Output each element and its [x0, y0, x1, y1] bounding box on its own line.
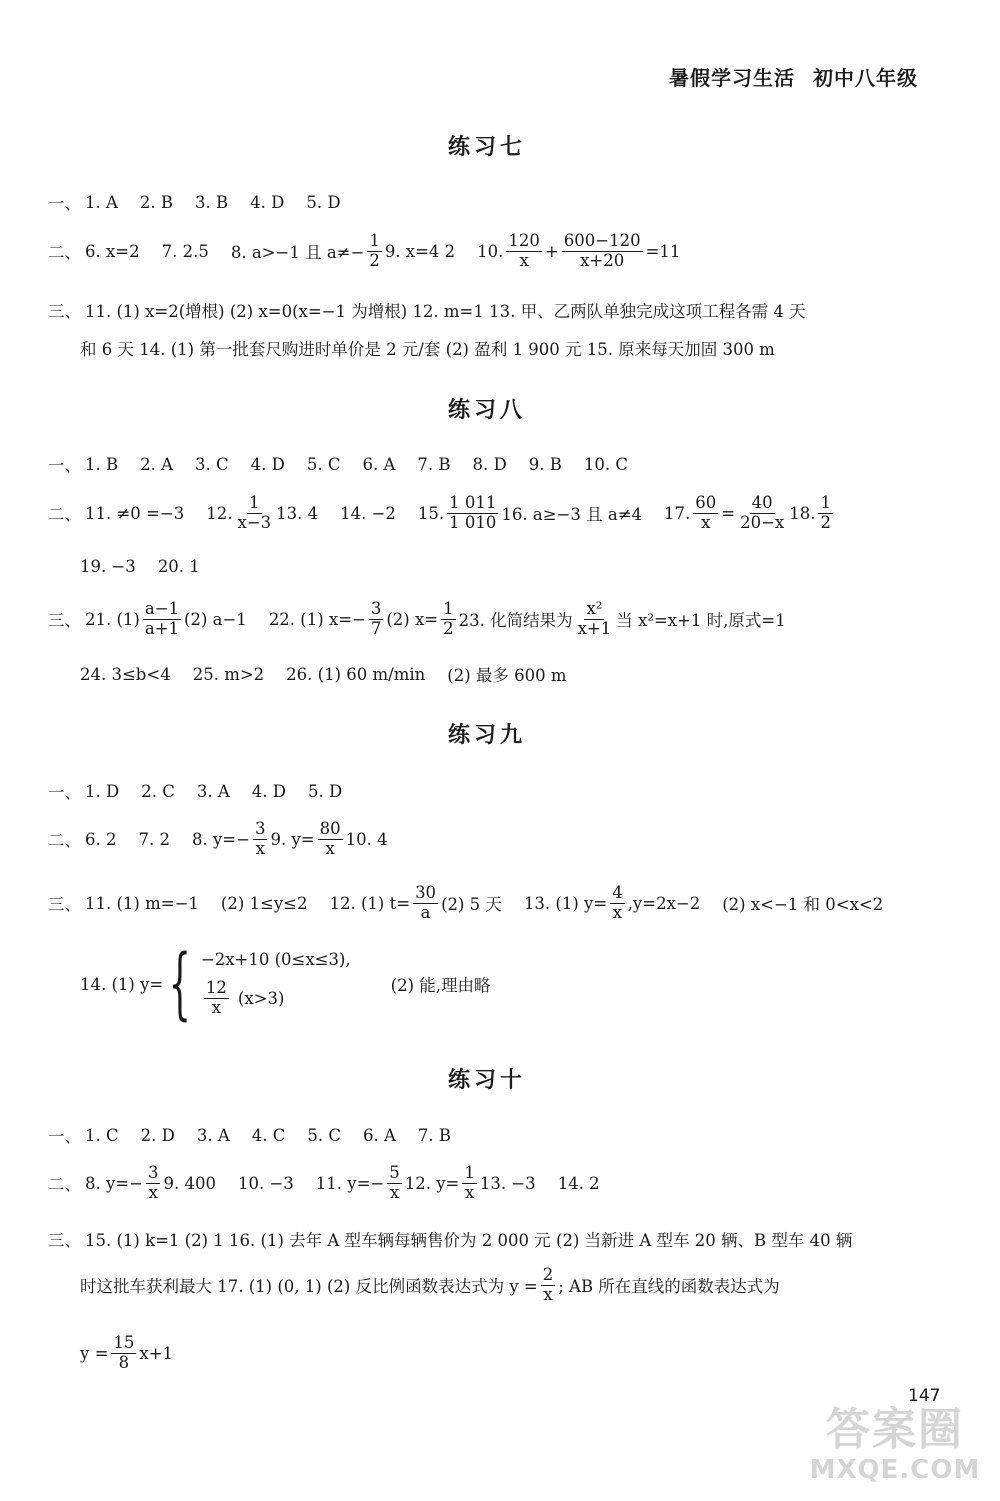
brace-symbol: {: [168, 939, 192, 1029]
s10-fill-line: 二、 8. y=− $\frac{3}{x}$ 9. 400 10. −3 11. y=− $\frac{5}{x}$ 12. y= $\frac{1}{x}$ 13. −3 14. 2: [48, 1163, 600, 1202]
s9-choice-line: 一、 1. D 2. C 3. A 4. D 5. D: [48, 781, 343, 802]
fraction: $\frac{2}{x}$: [542, 1265, 554, 1304]
s7-solve-line-2: 和 6 天 14. (1) 第一批套尺购进时单价是 2 元/套 (2) 盈利 1 900 元 15. 原来每天加固 300 m: [80, 340, 775, 359]
fraction: $\frac{1 011}{1 010}$: [449, 493, 497, 532]
grade-label: 初中八年级: [813, 66, 918, 90]
section-title-9: 练习九: [447, 723, 526, 748]
fraction: $\frac{12}{x}$: [205, 978, 227, 1017]
section-title-8: 练习八: [447, 398, 526, 423]
fraction: $\frac{1}{2}$: [369, 231, 380, 270]
s8-solve-line-2: 24. 3≤b<4 25. m>2 26. (1) 60 m/min (2) 最多 600 m: [80, 664, 567, 685]
fraction: $\frac{4}{x}$: [612, 883, 623, 922]
fraction: $\frac{120}{x}$: [508, 231, 540, 270]
fraction: $\frac{60}{x}$: [695, 493, 717, 532]
watermark-logo: [800, 1405, 990, 1497]
fraction: $\frac{1}{x}$: [464, 1163, 475, 1202]
fraction: $\frac{3}{x}$: [254, 819, 266, 858]
s7-solve-line-1: 三、 11. (1) x=2(增根) (2) x=0(x=−1 为增根) 12. m=1 13. 甲、乙两队单独完成这项工程各需 4 天: [48, 302, 806, 321]
fraction: $\frac{40}{20-x}$: [740, 493, 785, 532]
page-number: 147: [908, 1386, 941, 1406]
s10-choice-line: 一、 1. C 2. D 3. A 4. C 5. C 6. A 7. B: [48, 1125, 452, 1146]
s8-fill-line: 二、 11. ≠0 =−3 12. $\frac{1}{x-3}$ 13. 4 14. −2 15. $\frac{1 011}{1 010}$ 16. a≥−3 且 a≠4 17. $\frac{60}{x}$ = $\frac{40}{20-x}$ 18. $\frac{1}{2}$: [48, 493, 831, 532]
section-title-7: 练习七: [447, 135, 526, 160]
s7-choice-line: 一、 1. A 2. B 3. B 4. D 5. D: [48, 192, 341, 213]
s10-solve-line-2: 时这批车获利最大 17. (1) (0, 1) (2) 反比例函数表达式为 y = $\frac{2}{x}$ ; AB 所在直线的函数表达式为: [80, 1265, 780, 1304]
watermark-logo-text: 答案圈: [826, 1404, 964, 1455]
fraction: $\frac{30}{a}$: [415, 883, 437, 922]
book-title: 暑假学习生活: [669, 66, 795, 90]
fraction: $\frac{a-1}{a+1}$: [144, 599, 180, 638]
fraction: $\frac{15}{8}$: [113, 1333, 135, 1372]
fraction: $\frac{1}{2}$: [820, 493, 831, 532]
s9-solve-line-1: 三、 11. (1) m=−1 (2) 1≤y≤2 12. (1) t= $\frac{30}{a}$ (2) 5 天 13. (1) y= $\frac{4}{x}$ ,y=2x−2 (2) x<−1 和 0<x<2: [48, 883, 884, 922]
s7-fill-line: 二、 6. x=2 7. 2.5 8. a>−1 且 a≠− $\frac{1}{2}$ 9. x=4 2 10. $\frac{120}{x}$ + $\frac{600-120}{x+20}$ =11: [48, 231, 681, 270]
fraction: $\frac{3}{x}$: [147, 1163, 159, 1202]
book-header: [669, 62, 918, 91]
fraction: $\frac{5}{x}$: [389, 1163, 400, 1202]
watermark-site: MXQE.COM: [809, 1455, 981, 1485]
s9-fill-line: 二、 6. 2 7. 2 8. y=− $\frac{3}{x}$ 9. y= $\frac{80}{x}$ 10. 4: [48, 819, 388, 858]
s8-choice-line: 一、 1. B 2. A 3. C 4. D 5. C 6. A 7. B 8. D 9. B 10. C: [48, 454, 628, 475]
section-title-10: 练习十: [447, 1068, 526, 1093]
s10-solve-line-1: 三、 15. (1) k=1 (2) 1 16. (1) 去年 A 型车辆每辆售价为 2 000 元 (2) 当新进 A 型车 20 辆、B 型车 40 辆: [48, 1231, 853, 1250]
fraction: $\frac{1}{x-3}$: [237, 493, 272, 532]
fraction: $\frac{1}{2}$: [443, 599, 454, 638]
s10-solve-line-3: y = $\frac{15}{8}$ x+1: [80, 1333, 174, 1372]
s8-solve-line-1: 三、 21. (1) $\frac{a-1}{a+1}$ (2) a−1 22. (1) x=− $\frac{3}{7}$ (2) x= $\frac{1}{2}$ 23. 化简结果为 $\frac{\text{x²}}{x+1}$ 当 x²=x+1 时,原式=1: [48, 599, 786, 638]
fraction: $\frac{\text{x²}}{x+1}$: [577, 599, 612, 638]
fraction: $\frac{3}{7}$: [370, 599, 382, 638]
s8-fill-line-2: 19. −3 20. 1: [80, 557, 200, 576]
fraction: $\frac{600-120}{x+20}$: [563, 231, 641, 270]
fraction: $\frac{80}{x}$: [319, 819, 341, 858]
s9-q14-piecewise: 14. (1) y= { −2x+10 (0≤x≤3), $\frac{12}{x}$ (x>3) (2) 能,理由略: [80, 939, 491, 1029]
